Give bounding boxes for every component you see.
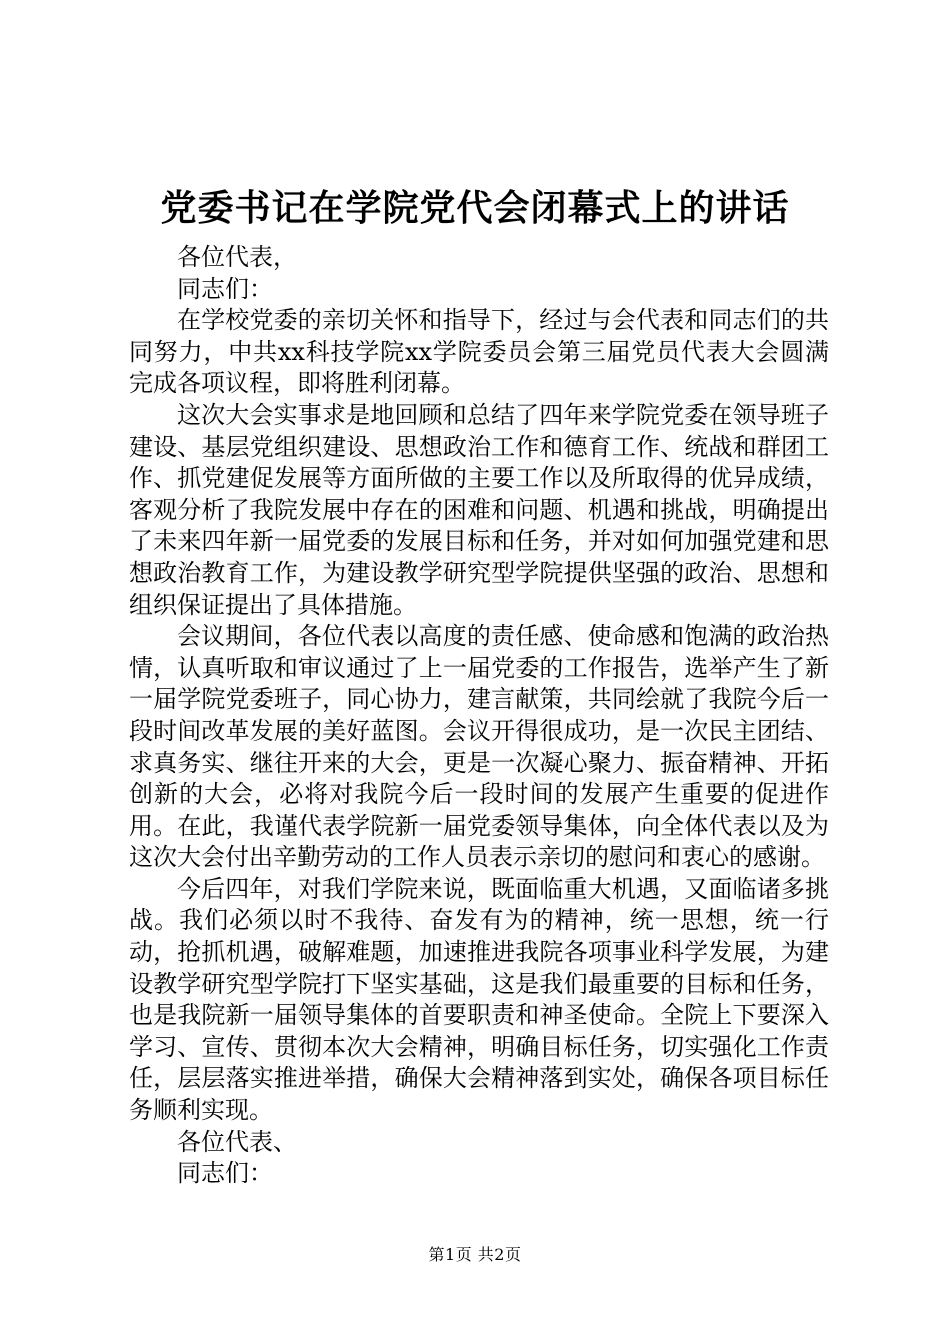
page-number-footer: 第1页 共2页 — [428, 1245, 522, 1264]
paragraph-review: 这次大会实事求是地回顾和总结了四年来学院党委在领导班子建设、基层党组织建设、思想政治工作和德育工作、统战和群团工作、抓党建促发展等方面所做的主要工作以及所取得的优异成绩，客观分析了我院发展中存在的困难和问题、机遇和挑战，明确提出了未来四年新一届党委的发展目标和任务，并对如何加强党建和思想政治教育工作，为建设教学研究型学院提供坚强的政治、思想和组织保证提出了具体措施。 — [129, 400, 829, 619]
paragraph-future: 今后四年，对我们学院来说，既面临重大机遇，又面临诸多挑战。我们必须以时不我待、奋发有为的精神，统一思想，统一行动，抢抓机遇，破解难题，加速推进我院各项事业科学发展，为建设教学研究型学院打下坚实基础，这是我们最重要的目标和任务，也是我院新一届领导集体的首要职责和神圣使命。全院上下要深入学习、宣传、贯彻本次大会精神，明确目标任务，切实强化工作责任，层层落实推进举措，确保大会精神落到实处，确保各项目标任务顺利实现。 — [129, 874, 829, 1125]
paragraph-opening: 在学校党委的亲切关怀和指导下，经过与会代表和同志们的共同努力，中共xx科技学院xx学院委员会第三届党员代表大会圆满完成各项议程，即将胜利闭幕。 — [129, 306, 829, 398]
document-title: 党委书记在学院党代会闭幕式上的讲话 — [160, 187, 790, 229]
paragraph-meeting: 会议期间，各位代表以高度的责任感、使命感和饱满的政治热情，认真听取和审议通过了上一届党委的工作报告，选举产生了新一届学院党委班子，同心协力，建言献策，共同绘就了我院今后一段时间改革发展的美好蓝图。会议开得很成功，是一次民主团结、求真务实、继往开来的大会，更是一次凝心聚力、振奋精神、开拓创新的大会，必将对我院今后一段时间的发展产生重要的促进作用。在此，我谨代表学院新一届党委领导集体，向全体代表以及为这次大会付出辛勤劳动的工作人员表示亲切的慰问和衷心的感谢。 — [129, 622, 829, 872]
salutation-delegates-closing: 各位代表、 — [177, 1127, 297, 1156]
salutation-delegates: 各位代表， — [177, 243, 297, 271]
document-body — [129, 242, 829, 1190]
salutation-comrades: 同志们： — [177, 274, 273, 303]
salutation-comrades-closing: 同志们： — [177, 1159, 273, 1188]
